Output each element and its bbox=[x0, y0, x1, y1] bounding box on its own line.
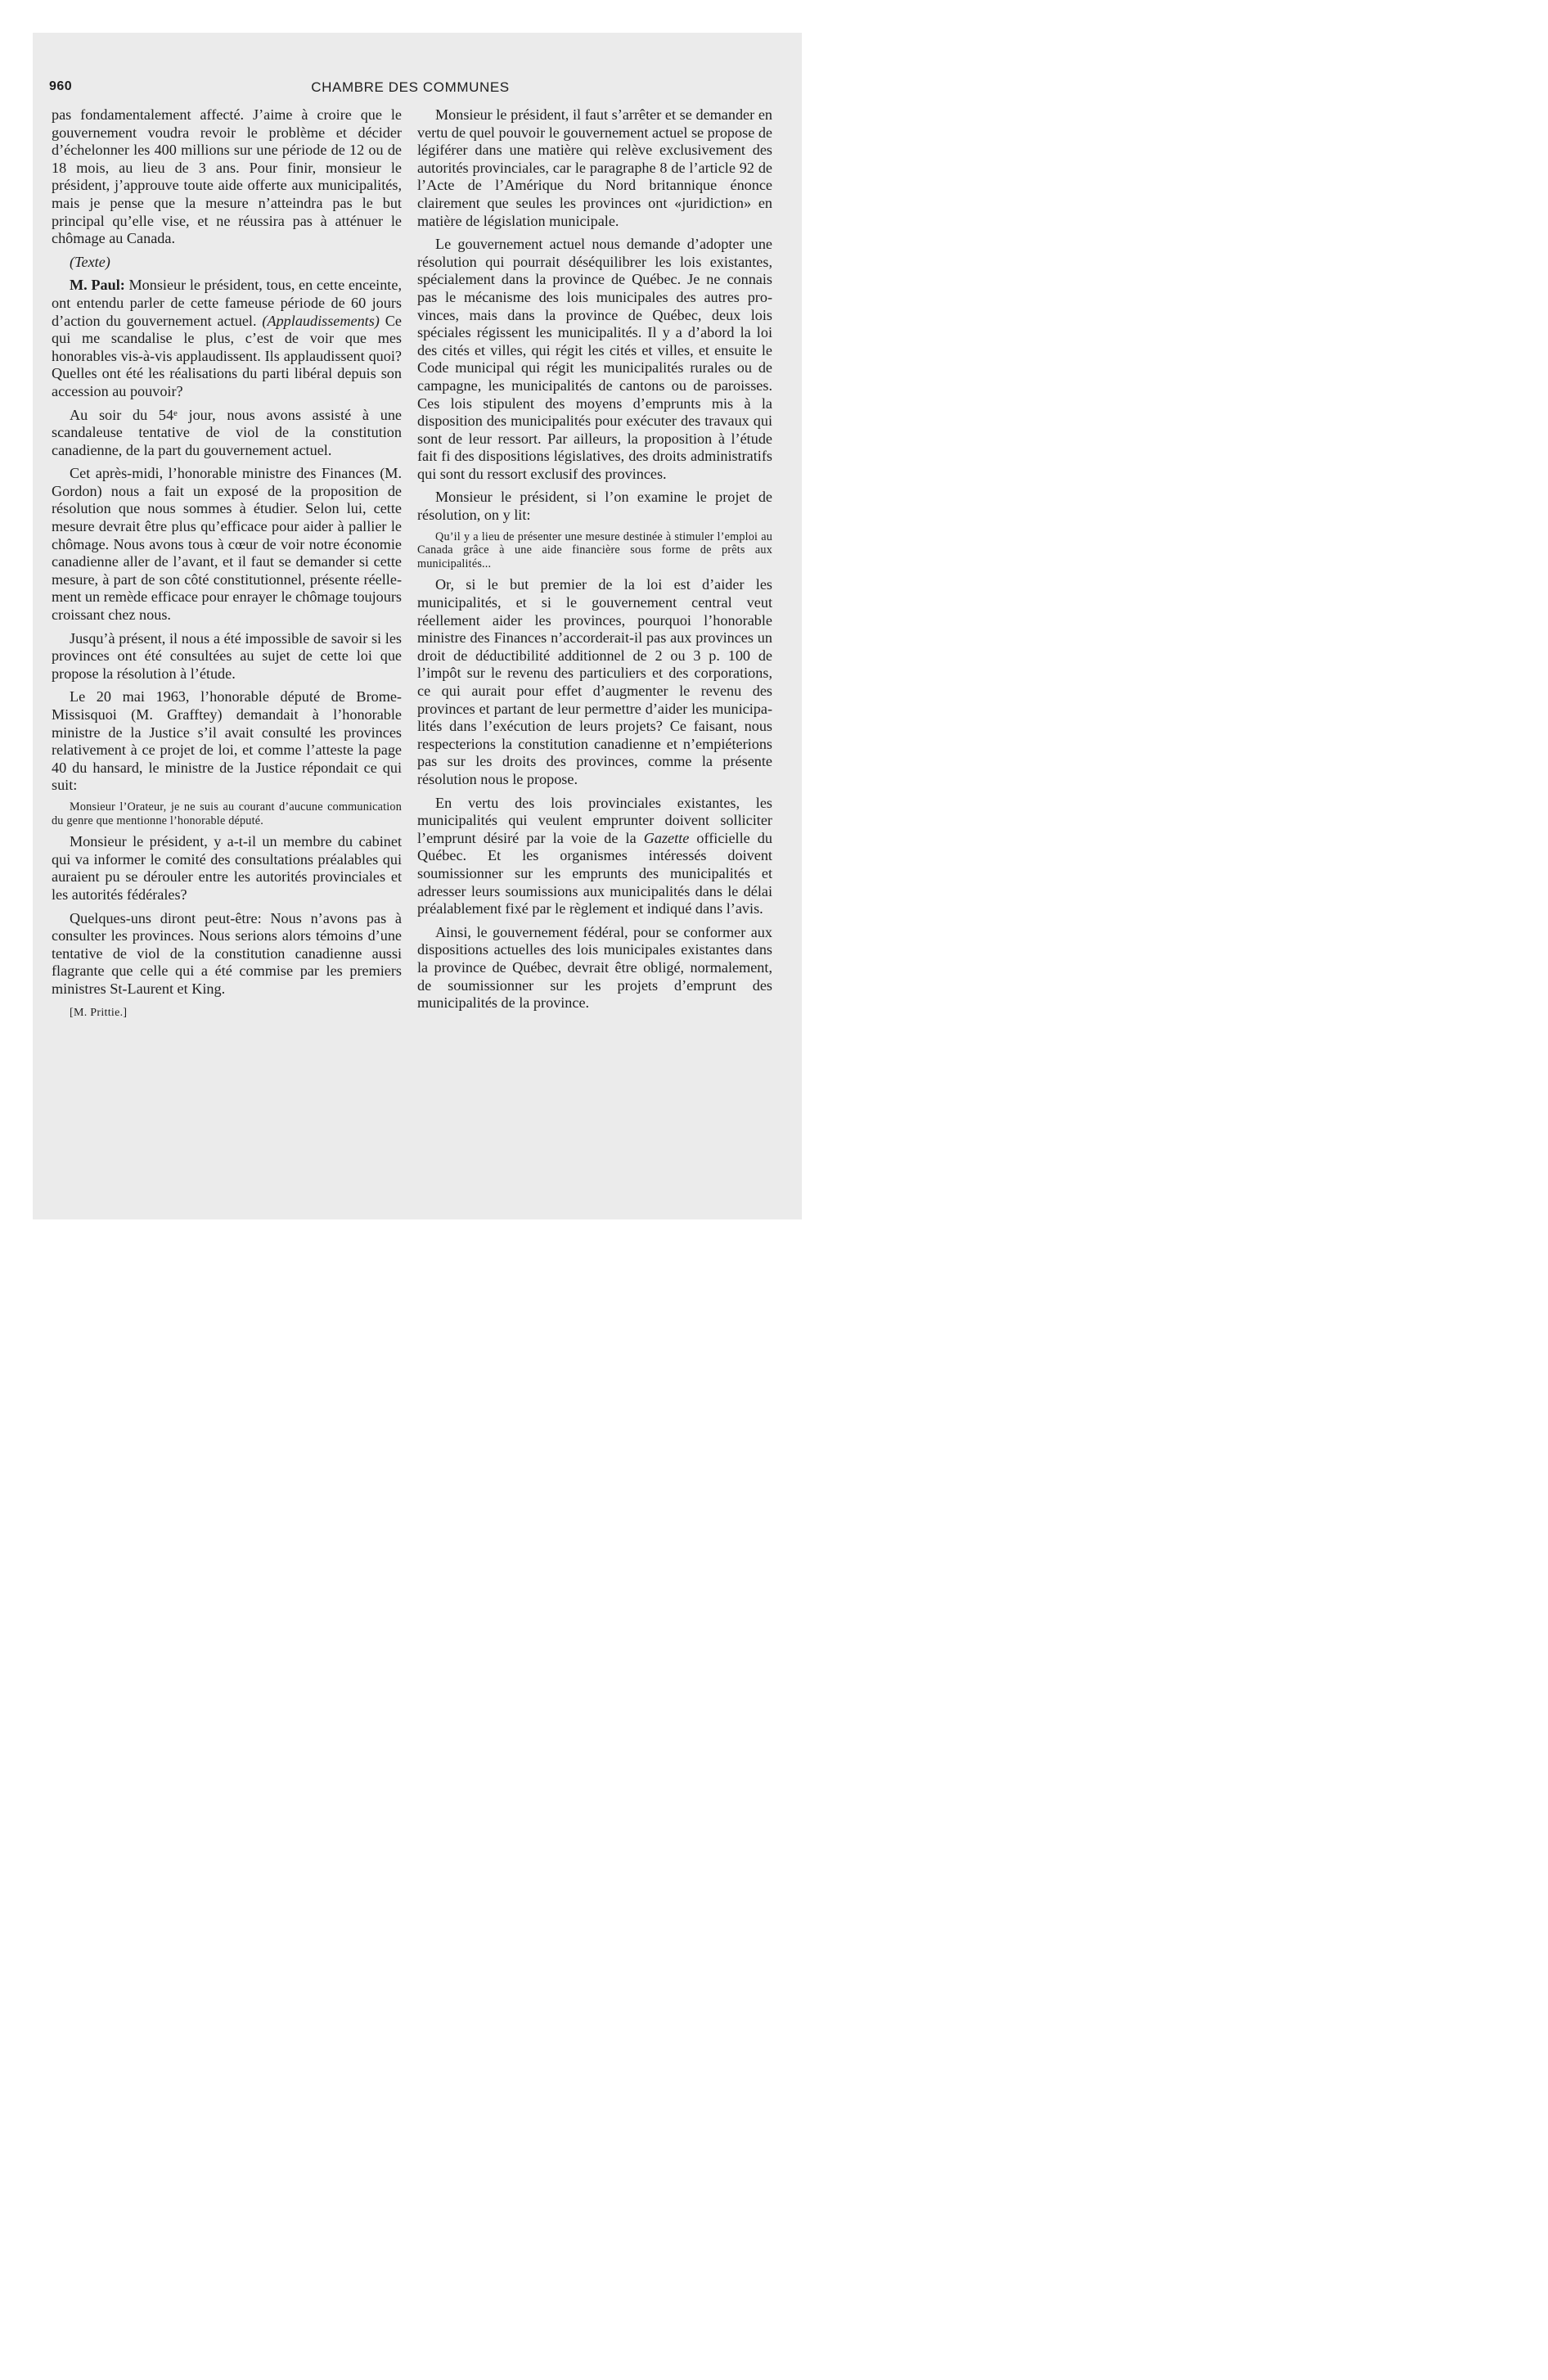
paragraph: pas fondamentalement affecté. J’aime à croire que le gouvernement voudra revoir le problème et décider d’échelonner les 400 millions sur une période de 12 ou de 18 mois, au lieu de 3 ans. Pour finir, monsieur le président, j’approuve toute aide offerte aux municipalités, mais je pense que la mesure n’atteindra pas le but principal qu’elle vise, et ne réussira pas à atténuer le chômage au Canada. bbox=[52, 106, 402, 247]
paragraph: Quelques-uns diront peut-être: Nous n’avons pas à consulter les provinces. Nous serions alors témoins d’une tentative de viol de la constitution canadienne aussi flagrante que celle qui a été commise par les premiers ministres St-Laurent et King. bbox=[52, 909, 402, 997]
page-header bbox=[49, 79, 772, 99]
paragraph: Le gouvernement actuel nous demande d’adopter une résolution qui pourrait déséquilibrer les lois existantes, spécialement dans la province de Québec. Je ne connais pas le mécanisme des lois municipales des autres provinces, mais dans la province de Québec, deux lois spéciales régissent les municipalités. Il y a d’abord la loi des cités et villes, qui régit les cités et villes, et ensuite le Code municipal qui régit les municipalités rurales ou de campagne, les municipalités de cantons ou de paroisses. Ces lois stipulent des moyens d’emprunts mis à la disposition des municipalités pour exécuter des travaux qui sont de leur ressort. Par ailleurs, la proposition à l’étude fait fi des dispositions législatives, des droits administratifs qui sont du ressort exclusif des provinces. bbox=[417, 236, 772, 482]
paragraph-text: Ce qui me scandalise le plus, c’est de voir que mes honorables vis-à-vis applaudissent. Ils applaudissent quoi? Quelles ont été les réalisations du parti libéral depuis son accession au pouvoir? bbox=[52, 312, 402, 399]
paragraph: Monsieur le président, il faut s’arrêter et se demander en vertu de quel pouvoir le gouvernement actuel se propose de légiférer dans une matière qui relève exclusivement des autorités provinciales, car le paragraphe 8 de l’article 92 de l’Acte de l’Amérique du Nord britannique énonce clairement que seules les provinces ont «juridiction» en matière de législation municipale. bbox=[417, 106, 772, 229]
attribution: [M. Prittie.] bbox=[70, 1006, 128, 1019]
paragraph bbox=[417, 795, 772, 918]
left-column bbox=[52, 106, 402, 1027]
paragraph: Au soir du 54ᵉ jour, nous avons assisté à une scandaleuse tentative de viol de la constitution canadienne, de la part du gouvernement actuel. bbox=[52, 406, 402, 458]
speaker-name: M. Paul: bbox=[70, 277, 125, 294]
paragraph: Or, si le but premier de la loi est d’aider les municipalités, et si le gouvernement central veut réellement aider les provinces, pourquoi l’honorable ministre des Finances n’accorderait-il pas aux provinces un droit de déductibilité additionnel de 2 ou 3 p. 100 de l’impôt sur le revenu des particuliers et des corporations, ce qui aurait pour effet d’augmenter le revenu des provinces et partant de leur permettre d’aider les municipalités dans l’exécution de leurs projets? Ce faisant, nous respecterions la constitution canadienne et n’empiéterions pas sur les droits des provinces, comme la présente résolution nous le propose. bbox=[417, 576, 772, 787]
paragraph-text: En vertu des lois provinciales existantes, les municipalités qui veulent emprunter doivent solliciter l’emprunt désiré par la voie de la bbox=[417, 794, 772, 846]
section-label: (Texte) bbox=[70, 253, 110, 270]
paragraph-text: Monsieur le président, tous, en cette enceinte, ont entendu parler de cette fameuse période de 60 jours d’action du gouvernement actuel. bbox=[52, 277, 402, 329]
paragraph: Ainsi, le gouvernement fédéral, pour se conformer aux dispositions actuelles des lois municipales existantes dans la province de Québec, devrait être obligé, normalement, de soumissionner sur les projets d’emprunt des municipalités de la province. bbox=[417, 923, 772, 1012]
right-column bbox=[417, 106, 772, 1018]
running-head: CHAMBRE DES COMMUNES bbox=[311, 79, 510, 95]
publication-title: Gazette bbox=[643, 829, 690, 846]
paragraph-text: officielle du Québec. Et les organismes intéressés doivent soumissionner sur les emprunts des municipalités et adresser leurs soumissions aux municipalités dans le délai préalablement fixé par le règlement et indiqué dans l’avis. bbox=[417, 829, 772, 917]
stage-direction: (Applaudissements) bbox=[262, 312, 380, 329]
block-quote: Monsieur l’Orateur, je ne suis au courant d’aucune communication du genre que mentionne l’honorable député. bbox=[52, 800, 402, 827]
paragraph: Monsieur le président, y a-t-il un membre du cabinet qui va informer le comité des consultations préalables qui auraient pu se dérouler entre les autorités provinciales et les autorités fédérales? bbox=[52, 833, 402, 903]
paragraph: Monsieur le président, si l’on examine le projet de résolution, on y lit: bbox=[417, 489, 772, 524]
paragraph: Cet après-midi, l’honorable ministre des Finances (M. Gordon) nous a fait un exposé de la proposition de résolution que nous sommes à étudier. Selon lui, cette mesure devrait être plus qu’efficace pour aider à pallier le chômage. Nous avons tous à cœur de voir notre économie canadienne aller de l’avant, et il faut se demander si cette mesure, à part de son côté constitutionnel, présente réellement un remède efficace pour enrayer le chômage toujours croissant chez nous. bbox=[52, 465, 402, 624]
block-quote: Qu’il y a lieu de présenter une mesure destinée à stimuler l’emploi au Canada grâce à une aide financière sous forme de prêts aux municipalités... bbox=[417, 530, 772, 570]
paragraph bbox=[52, 277, 402, 400]
paragraph: Le 20 mai 1963, l’honorable député de Brome-Missisquoi (M. Grafftey) demandait à l’honorable ministre de la Justice s’il avait consulté les provinces relativement à ce projet de loi, et comme l’atteste la page 40 du hansard, le ministre de la Justice répondait ce qui suit: bbox=[52, 688, 402, 794]
page-number: 960 bbox=[49, 79, 73, 93]
paragraph: Jusqu’à présent, il nous a été impossible de savoir si les provinces ont été consultées au sujet de cette loi que propose la résolution à l’étude. bbox=[52, 629, 402, 682]
